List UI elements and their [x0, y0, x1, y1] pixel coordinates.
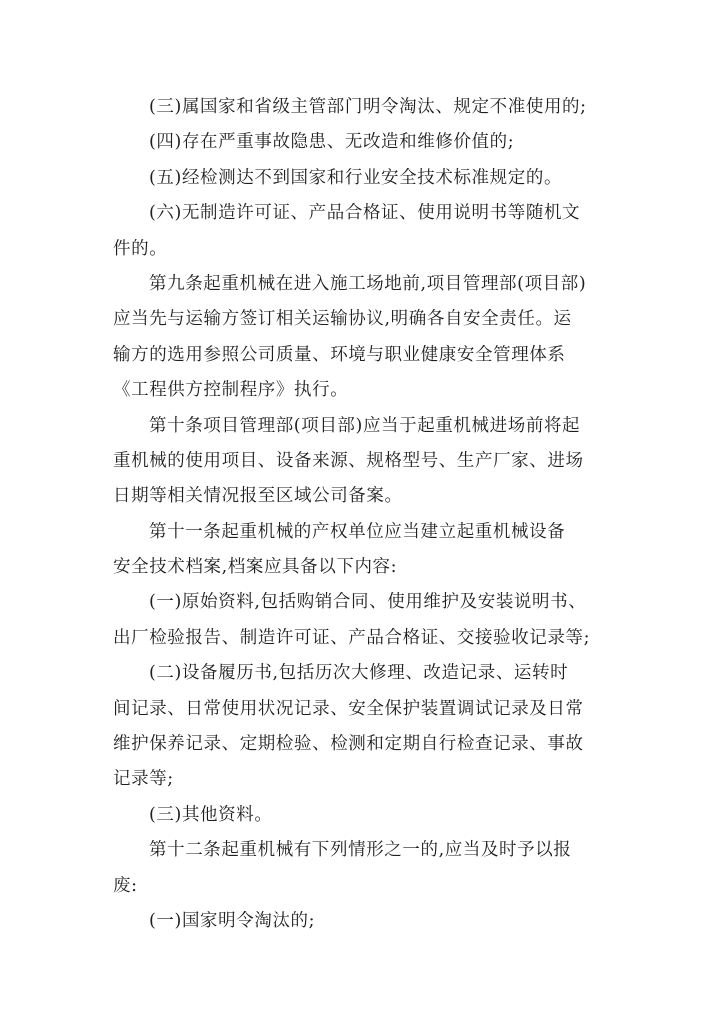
- article-12-line-2: 废:: [113, 875, 138, 896]
- article-10-line-3: 日期等相关情况报至区域公司备案。: [113, 486, 403, 507]
- article-11-item-3: (三)其他资料。: [149, 804, 273, 825]
- list-item-6-continued: 件的。: [113, 238, 168, 259]
- list-item-3: (三)属国家和省级主管部门明令淘汰、规定不准使用的;: [149, 97, 587, 117]
- article-10-line-1: 第十条项目管理部(项目部)应当于起重机械进场前将起: [149, 415, 581, 436]
- article-11-line-1: 第十一条起重机械的产权单位应当建立起重机械设备: [149, 521, 566, 542]
- article-9-line-3: 输方的选用参照公司质量、环境与职业健康安全管理体系: [113, 344, 566, 365]
- article-11-item-2-line-2: 间记录、日常使用状况记录、安全保护装置调试记录及日常: [113, 698, 584, 719]
- list-item-4: (四)存在严重事故隐患、无改造和维修价值的;: [149, 132, 515, 153]
- article-11-item-1-line-2: 出厂检验报告、制造许可证、产品合格证、交接验收记录等;: [113, 627, 591, 648]
- article-10-line-2: 重机械的使用项目、设备来源、规格型号、生产厂家、进场: [113, 450, 584, 471]
- article-11-item-2-line-3: 维护保养记录、定期检验、检测和定期自行检查记录、事故: [113, 734, 584, 755]
- list-item-6: (六)无制造许可证、产品合格证、使用说明书等随机文: [149, 203, 581, 224]
- article-9-line-1: 第九条起重机械在进入施工场地前,项目管理部(项目部): [149, 273, 587, 294]
- article-11-item-1-line-1: (一)原始资料,包括购销合同、使用维护及安装说明书、: [149, 592, 587, 613]
- article-9-line-2: 应当先与运输方签订相关运输协议,明确各自安全责任。运: [113, 309, 572, 330]
- article-9-line-4: 《工程供方控制程序》执行。: [113, 380, 349, 401]
- article-12-item-1: (一)国家明令淘汰的;: [149, 910, 316, 931]
- list-item-5: (五)经检测达不到国家和行业安全技术标准规定的。: [149, 167, 563, 188]
- article-11-item-2-line-1: (二)设备履历书,包括历次大修理、改造记录、运转时: [149, 663, 569, 684]
- article-12-line-1: 第十二条起重机械有下列情形之一的,应当及时予以报: [149, 840, 572, 861]
- document-body: [113, 90, 613, 939]
- article-11-line-2: 安全技术档案,档案应具备以下内容:: [113, 557, 398, 578]
- article-11-item-2-line-4: 记录等;: [113, 769, 174, 790]
